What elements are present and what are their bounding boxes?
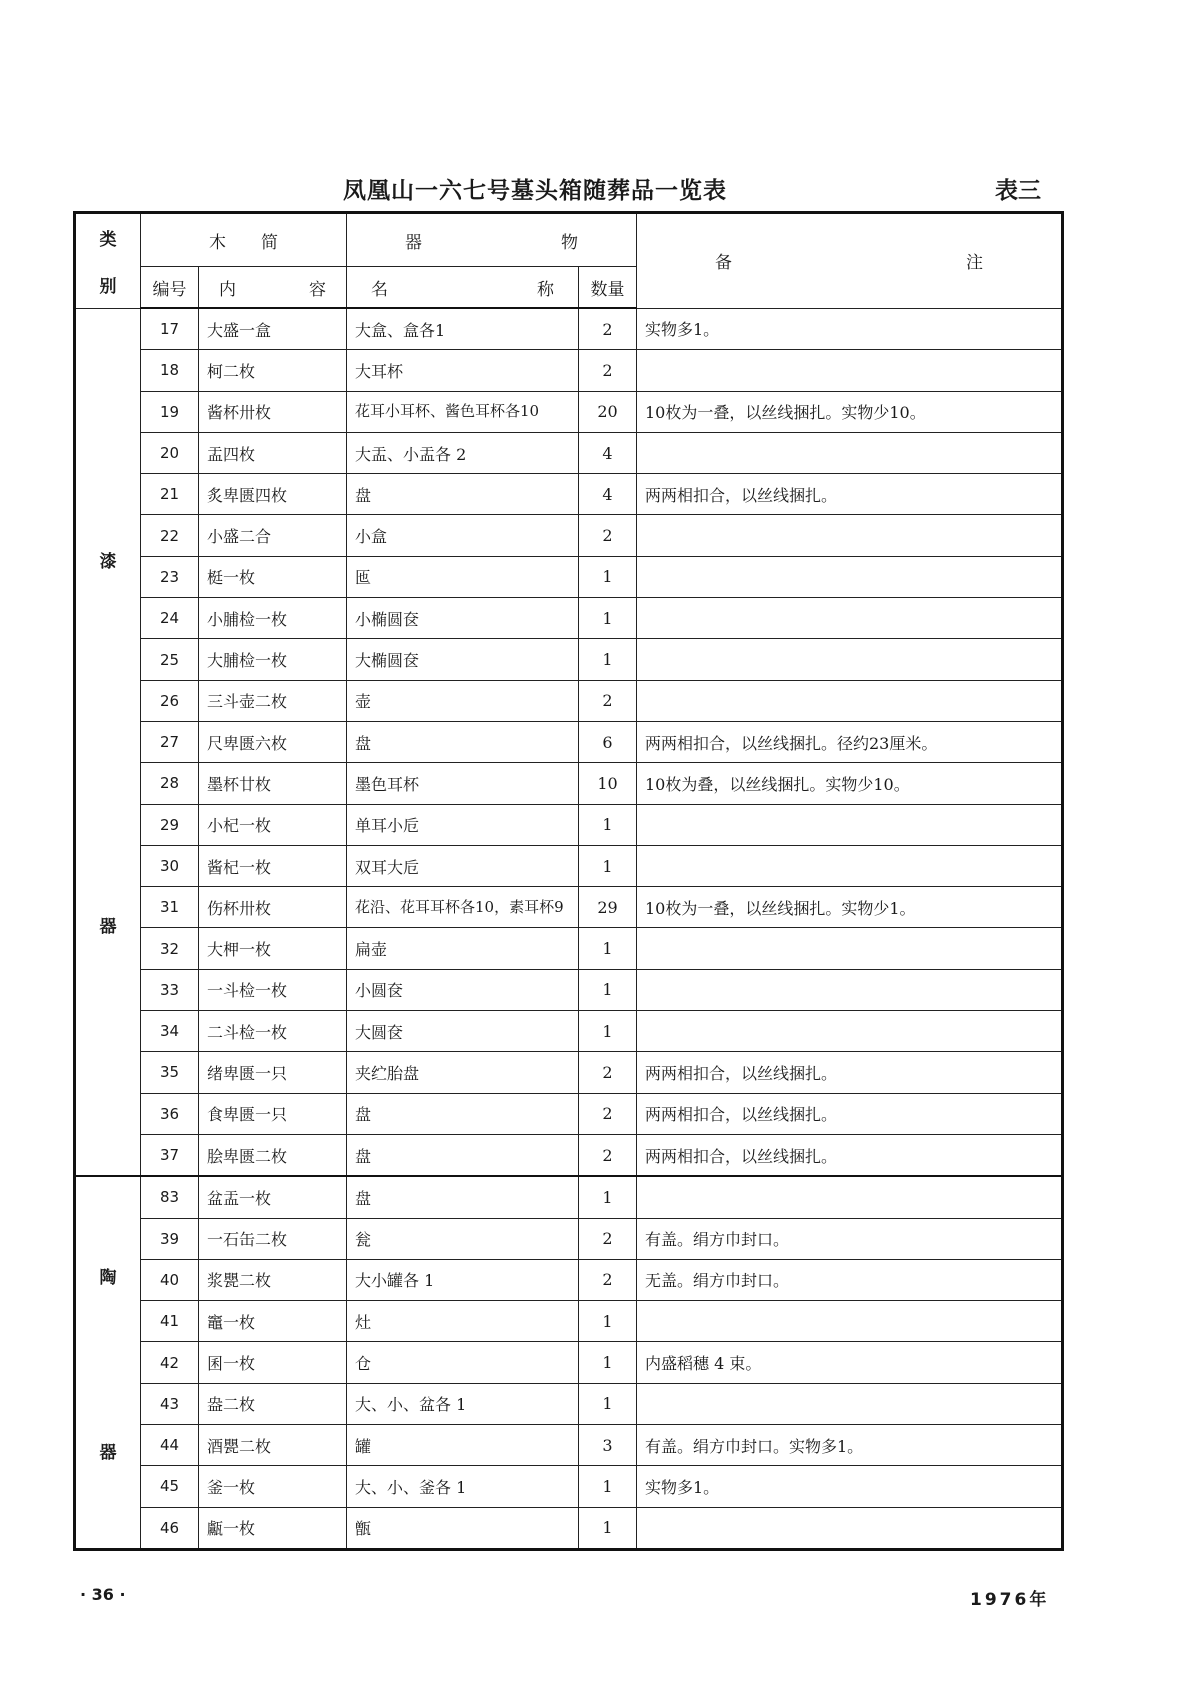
object-name-cell: 单耳小卮 [347, 804, 579, 845]
table-row [75, 308, 1063, 350]
object-name-cell: 小椭圆奁 [347, 598, 579, 639]
slip-number-cell: 41 [141, 1301, 199, 1342]
remark-cell: 10枚为一叠，以丝线捆扎。实物少10。 [637, 391, 1063, 432]
table-row [75, 969, 1063, 1010]
quantity-cell: 1 [579, 639, 637, 680]
slip-content-cell: 三斗壶二枚 [199, 680, 347, 721]
object-name-cell: 匜 [347, 556, 579, 597]
remark-cell [637, 556, 1063, 597]
slip-number-cell: 29 [141, 804, 199, 845]
object-name-cell: 双耳大卮 [347, 845, 579, 886]
slip-content-cell: 脍卑匮二枚 [199, 1134, 347, 1176]
object-name-cell: 盘 [347, 474, 579, 515]
quantity-cell: 2 [579, 1052, 637, 1093]
table-row [75, 1466, 1063, 1507]
slip-content-cell: 大盛一盒 [199, 308, 347, 350]
remark-cell: 有盖。绢方巾封口。实物多1。 [637, 1425, 1063, 1466]
slip-number-cell: 42 [141, 1342, 199, 1383]
table-row [75, 1383, 1063, 1424]
category-char: 器 [99, 1442, 117, 1463]
slip-content-cell: 小盛二合 [199, 515, 347, 556]
header-objects: 器 物 [347, 213, 637, 267]
quantity-cell: 1 [579, 1507, 637, 1549]
slip-content-cell: 伤杯卅枚 [199, 887, 347, 928]
slip-content-cell: 酱杯卅枚 [199, 391, 347, 432]
slip-number-cell: 20 [141, 432, 199, 473]
object-name-cell: 盘 [347, 721, 579, 762]
burial-goods-table [73, 211, 1064, 1551]
remark-cell [637, 928, 1063, 969]
object-name-cell: 大小罐各 1 [347, 1259, 579, 1300]
table-row [75, 887, 1063, 928]
object-name-cell: 花沿、花耳耳杯各10，素耳杯9 [347, 887, 579, 928]
slip-number-cell: 39 [141, 1218, 199, 1259]
remark-cell [637, 515, 1063, 556]
slip-number-cell: 24 [141, 598, 199, 639]
object-name-cell: 灶 [347, 1301, 579, 1342]
table-row [75, 1342, 1063, 1383]
object-name-cell: 花耳小耳杯、酱色耳杯各10 [347, 391, 579, 432]
table-row [75, 1425, 1063, 1466]
slip-content-cell: 釜一枚 [199, 1466, 347, 1507]
slip-number-cell: 44 [141, 1425, 199, 1466]
remark-cell [637, 969, 1063, 1010]
table-row [75, 763, 1063, 804]
object-name-cell: 大椭圆奁 [347, 639, 579, 680]
quantity-cell: 1 [579, 804, 637, 845]
table-row [75, 598, 1063, 639]
object-name-cell: 墨色耳杯 [347, 763, 579, 804]
table-row [75, 556, 1063, 597]
slip-number-cell: 21 [141, 474, 199, 515]
remark-cell [637, 1383, 1063, 1424]
category-cell [75, 308, 141, 1176]
quantity-cell: 4 [579, 474, 637, 515]
slip-content-cell: 食卑匮一只 [199, 1093, 347, 1134]
remark-cell [637, 639, 1063, 680]
object-name-cell: 大、小、盆各 1 [347, 1383, 579, 1424]
table-row [75, 1507, 1063, 1549]
quantity-cell: 2 [579, 1259, 637, 1300]
quantity-cell: 1 [579, 928, 637, 969]
quantity-cell: 2 [579, 1093, 637, 1134]
object-name-cell: 大盒、盒各1 [347, 308, 579, 350]
slip-content-cell: 酒甖二枚 [199, 1425, 347, 1466]
slip-content-cell: 炙卑匮四枚 [199, 474, 347, 515]
slip-content-cell: 盂四枚 [199, 432, 347, 473]
quantity-cell: 2 [579, 308, 637, 350]
table-row [75, 432, 1063, 473]
quantity-cell: 1 [579, 1342, 637, 1383]
quantity-cell: 29 [579, 887, 637, 928]
slip-content-cell: 甗一枚 [199, 1507, 347, 1549]
slip-number-cell: 40 [141, 1259, 199, 1300]
object-name-cell: 盘 [347, 1134, 579, 1176]
quantity-cell: 6 [579, 721, 637, 762]
slip-content-cell: 大柙一枚 [199, 928, 347, 969]
remark-cell [637, 350, 1063, 391]
slip-number-cell: 36 [141, 1093, 199, 1134]
slip-number-cell: 83 [141, 1176, 199, 1218]
slip-content-cell: 囷一枚 [199, 1342, 347, 1383]
slip-content-cell: 竈一枚 [199, 1301, 347, 1342]
slip-content-cell: 二斗检一枚 [199, 1011, 347, 1052]
remark-cell: 两两相扣合，以丝线捆扎。 [637, 1052, 1063, 1093]
quantity-cell: 20 [579, 391, 637, 432]
remark-cell [637, 1011, 1063, 1052]
quantity-cell: 4 [579, 432, 637, 473]
slip-content-cell: 一斗检一枚 [199, 969, 347, 1010]
quantity-cell: 2 [579, 1218, 637, 1259]
quantity-cell: 1 [579, 556, 637, 597]
remark-cell: 有盖。绢方巾封口。 [637, 1218, 1063, 1259]
object-name-cell: 仓 [347, 1342, 579, 1383]
slip-content-cell: 墨杯廿枚 [199, 763, 347, 804]
remark-cell [637, 598, 1063, 639]
remark-cell: 两两相扣合，以丝线捆扎。径约23厘米。 [637, 721, 1063, 762]
category-char: 漆 [99, 551, 117, 572]
quantity-cell: 2 [579, 515, 637, 556]
slip-number-cell: 43 [141, 1383, 199, 1424]
table-row [75, 639, 1063, 680]
table-row [75, 804, 1063, 845]
header-quantity: 数量 [579, 267, 637, 309]
slip-content-cell: 小脯检一枚 [199, 598, 347, 639]
slip-content-cell: 尺卑匮六枚 [199, 721, 347, 762]
quantity-cell: 1 [579, 1383, 637, 1424]
slip-content-cell: 浆甖二枚 [199, 1259, 347, 1300]
publication-year: 1976年 [970, 1590, 1050, 1610]
remark-cell: 实物多1。 [637, 1466, 1063, 1507]
quantity-cell: 2 [579, 350, 637, 391]
slip-number-cell: 23 [141, 556, 199, 597]
slip-number-cell: 17 [141, 308, 199, 350]
quantity-cell: 1 [579, 1301, 637, 1342]
slip-content-cell: 梃一枚 [199, 556, 347, 597]
object-name-cell: 甑 [347, 1507, 579, 1549]
quantity-cell: 1 [579, 1466, 637, 1507]
slip-content-cell: 小杞一枚 [199, 804, 347, 845]
page-number: · 36 · [80, 1585, 126, 1604]
quantity-cell: 10 [579, 763, 637, 804]
slip-number-cell: 28 [141, 763, 199, 804]
header-content: 内 容 [199, 267, 347, 309]
slip-number-cell: 35 [141, 1052, 199, 1093]
remark-cell: 无盖。绢方巾封口。 [637, 1259, 1063, 1300]
remark-cell [637, 680, 1063, 721]
header-slip-no: 编号 [141, 267, 199, 309]
slip-content-cell: 柯二枚 [199, 350, 347, 391]
slip-number-cell: 19 [141, 391, 199, 432]
slip-number-cell: 26 [141, 680, 199, 721]
quantity-cell: 1 [579, 1011, 637, 1052]
remark-cell [637, 1301, 1063, 1342]
slip-number-cell: 34 [141, 1011, 199, 1052]
table-row [75, 1176, 1063, 1218]
table-row [75, 391, 1063, 432]
object-name-cell: 大盂、小盂各 2 [347, 432, 579, 473]
object-name-cell: 罐 [347, 1425, 579, 1466]
category-char: 器 [99, 916, 117, 937]
remark-cell: 10枚为一叠，以丝线捆扎。实物少1。 [637, 887, 1063, 928]
slip-number-cell: 45 [141, 1466, 199, 1507]
slip-number-cell: 25 [141, 639, 199, 680]
table-row [75, 515, 1063, 556]
table-row [75, 1301, 1063, 1342]
quantity-cell: 1 [579, 845, 637, 886]
table-row [75, 1011, 1063, 1052]
remark-cell [637, 1176, 1063, 1218]
object-name-cell: 大耳杯 [347, 350, 579, 391]
remark-cell: 内盛稻穗 4 束。 [637, 1342, 1063, 1383]
object-name-cell: 盘 [347, 1176, 579, 1218]
table-row [75, 350, 1063, 391]
object-name-cell: 瓮 [347, 1218, 579, 1259]
remark-cell: 两两相扣合，以丝线捆扎。 [637, 474, 1063, 515]
slip-number-cell: 27 [141, 721, 199, 762]
table-row [75, 928, 1063, 969]
quantity-cell: 2 [579, 1134, 637, 1176]
object-name-cell: 小圆奁 [347, 969, 579, 1010]
remark-cell: 两两相扣合，以丝线捆扎。 [637, 1093, 1063, 1134]
header-bamboo-slips: 木 简 [141, 213, 347, 267]
table-row [75, 1218, 1063, 1259]
slip-number-cell: 33 [141, 969, 199, 1010]
quantity-cell: 1 [579, 1176, 637, 1218]
header-name: 名 称 [347, 267, 579, 309]
slip-content-cell: 一石缶二枚 [199, 1218, 347, 1259]
slip-number-cell: 37 [141, 1134, 199, 1176]
slip-number-cell: 22 [141, 515, 199, 556]
remark-cell [637, 432, 1063, 473]
header-category: 类 别 [75, 213, 141, 309]
object-name-cell: 大圆奁 [347, 1011, 579, 1052]
remark-cell [637, 845, 1063, 886]
quantity-cell: 3 [579, 1425, 637, 1466]
table-row [75, 1093, 1063, 1134]
slip-number-cell: 46 [141, 1507, 199, 1549]
slip-content-cell: 盎二枚 [199, 1383, 347, 1424]
quantity-cell: 1 [579, 598, 637, 639]
header-remarks: 备 注 [637, 213, 1063, 309]
object-name-cell: 扁壶 [347, 928, 579, 969]
category-cell [75, 1176, 141, 1549]
slip-number-cell: 31 [141, 887, 199, 928]
slip-content-cell: 酱杞一枚 [199, 845, 347, 886]
object-name-cell: 壶 [347, 680, 579, 721]
table-row [75, 1259, 1063, 1300]
remark-cell: 10枚为叠，以丝线捆扎。实物少10。 [637, 763, 1063, 804]
category-char: 陶 [99, 1267, 117, 1288]
quantity-cell: 2 [579, 680, 637, 721]
slip-content-cell: 盆盂一枚 [199, 1176, 347, 1218]
table-row [75, 845, 1063, 886]
remark-cell [637, 804, 1063, 845]
slip-number-cell: 32 [141, 928, 199, 969]
slip-content-cell: 大脯检一枚 [199, 639, 347, 680]
object-name-cell: 小盒 [347, 515, 579, 556]
page-title: 凤凰山一六七号墓头箱随葬品一览表 [343, 178, 727, 204]
object-name-cell: 大、小、釜各 1 [347, 1466, 579, 1507]
remark-cell: 两两相扣合，以丝线捆扎。 [637, 1134, 1063, 1176]
slip-number-cell: 18 [141, 350, 199, 391]
slip-content-cell: 绪卑匮一只 [199, 1052, 347, 1093]
object-name-cell: 盘 [347, 1093, 579, 1134]
table-row [75, 474, 1063, 515]
slip-number-cell: 30 [141, 845, 199, 886]
table-row [75, 1052, 1063, 1093]
remark-cell: 实物多1。 [637, 308, 1063, 350]
object-name-cell: 夹纻胎盘 [347, 1052, 579, 1093]
quantity-cell: 1 [579, 969, 637, 1010]
table-row [75, 1134, 1063, 1176]
remark-cell [637, 1507, 1063, 1549]
table-row [75, 680, 1063, 721]
table-row [75, 721, 1063, 762]
table-number: 表三 [995, 178, 1041, 204]
